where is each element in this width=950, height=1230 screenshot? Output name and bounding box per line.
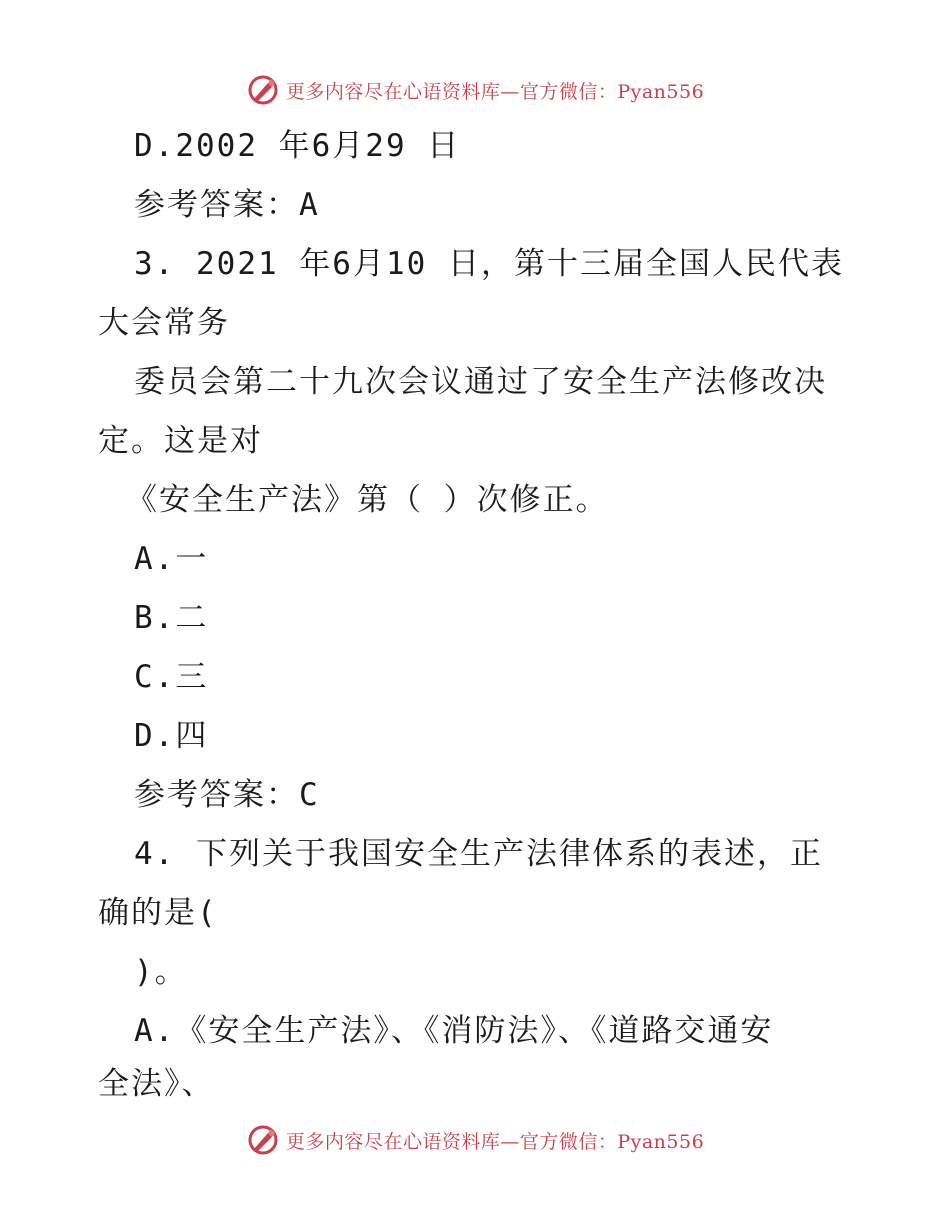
option-line: B.二 — [134, 600, 209, 636]
option-line: A.一 — [134, 541, 209, 577]
question-line: )。 — [134, 954, 188, 990]
question-line: 4. 下列关于我国安全生产法律体系的表述，正 — [134, 836, 823, 872]
question-line: 定。这是对 — [98, 423, 263, 459]
option-line: C.三 — [134, 659, 209, 695]
answer-line: 参考答案：A — [134, 187, 320, 223]
option-line: 全法》、 — [98, 1066, 215, 1102]
footer-watermark — [0, 1120, 950, 1160]
question-line: 《安全生产法》第（ ）次修正。 — [126, 482, 609, 518]
option-line: D.2002 年6月29 日 — [134, 128, 461, 164]
pen-circle-logo-icon — [246, 1123, 280, 1157]
footer-watermark-text: 更多内容尽在心语资料库—官方微信：Pyan556 — [285, 1130, 705, 1153]
question-line: 3. 2021 年6月10 日，第十三届全国人民代表 — [134, 246, 844, 282]
option-line: D.四 — [134, 718, 209, 754]
question-line: 委员会第二十九次会议通过了安全生产法修改决 — [134, 364, 827, 400]
question-line: 大会常务 — [98, 305, 230, 341]
option-line: A.《安全生产法》、《消防法》、《道路交通安 — [134, 1013, 774, 1049]
header-watermark-text: 更多内容尽在心语资料库—官方微信：Pyan556 — [285, 80, 705, 103]
answer-line: 参考答案：C — [134, 777, 320, 813]
question-line: 确的是( — [98, 895, 218, 931]
